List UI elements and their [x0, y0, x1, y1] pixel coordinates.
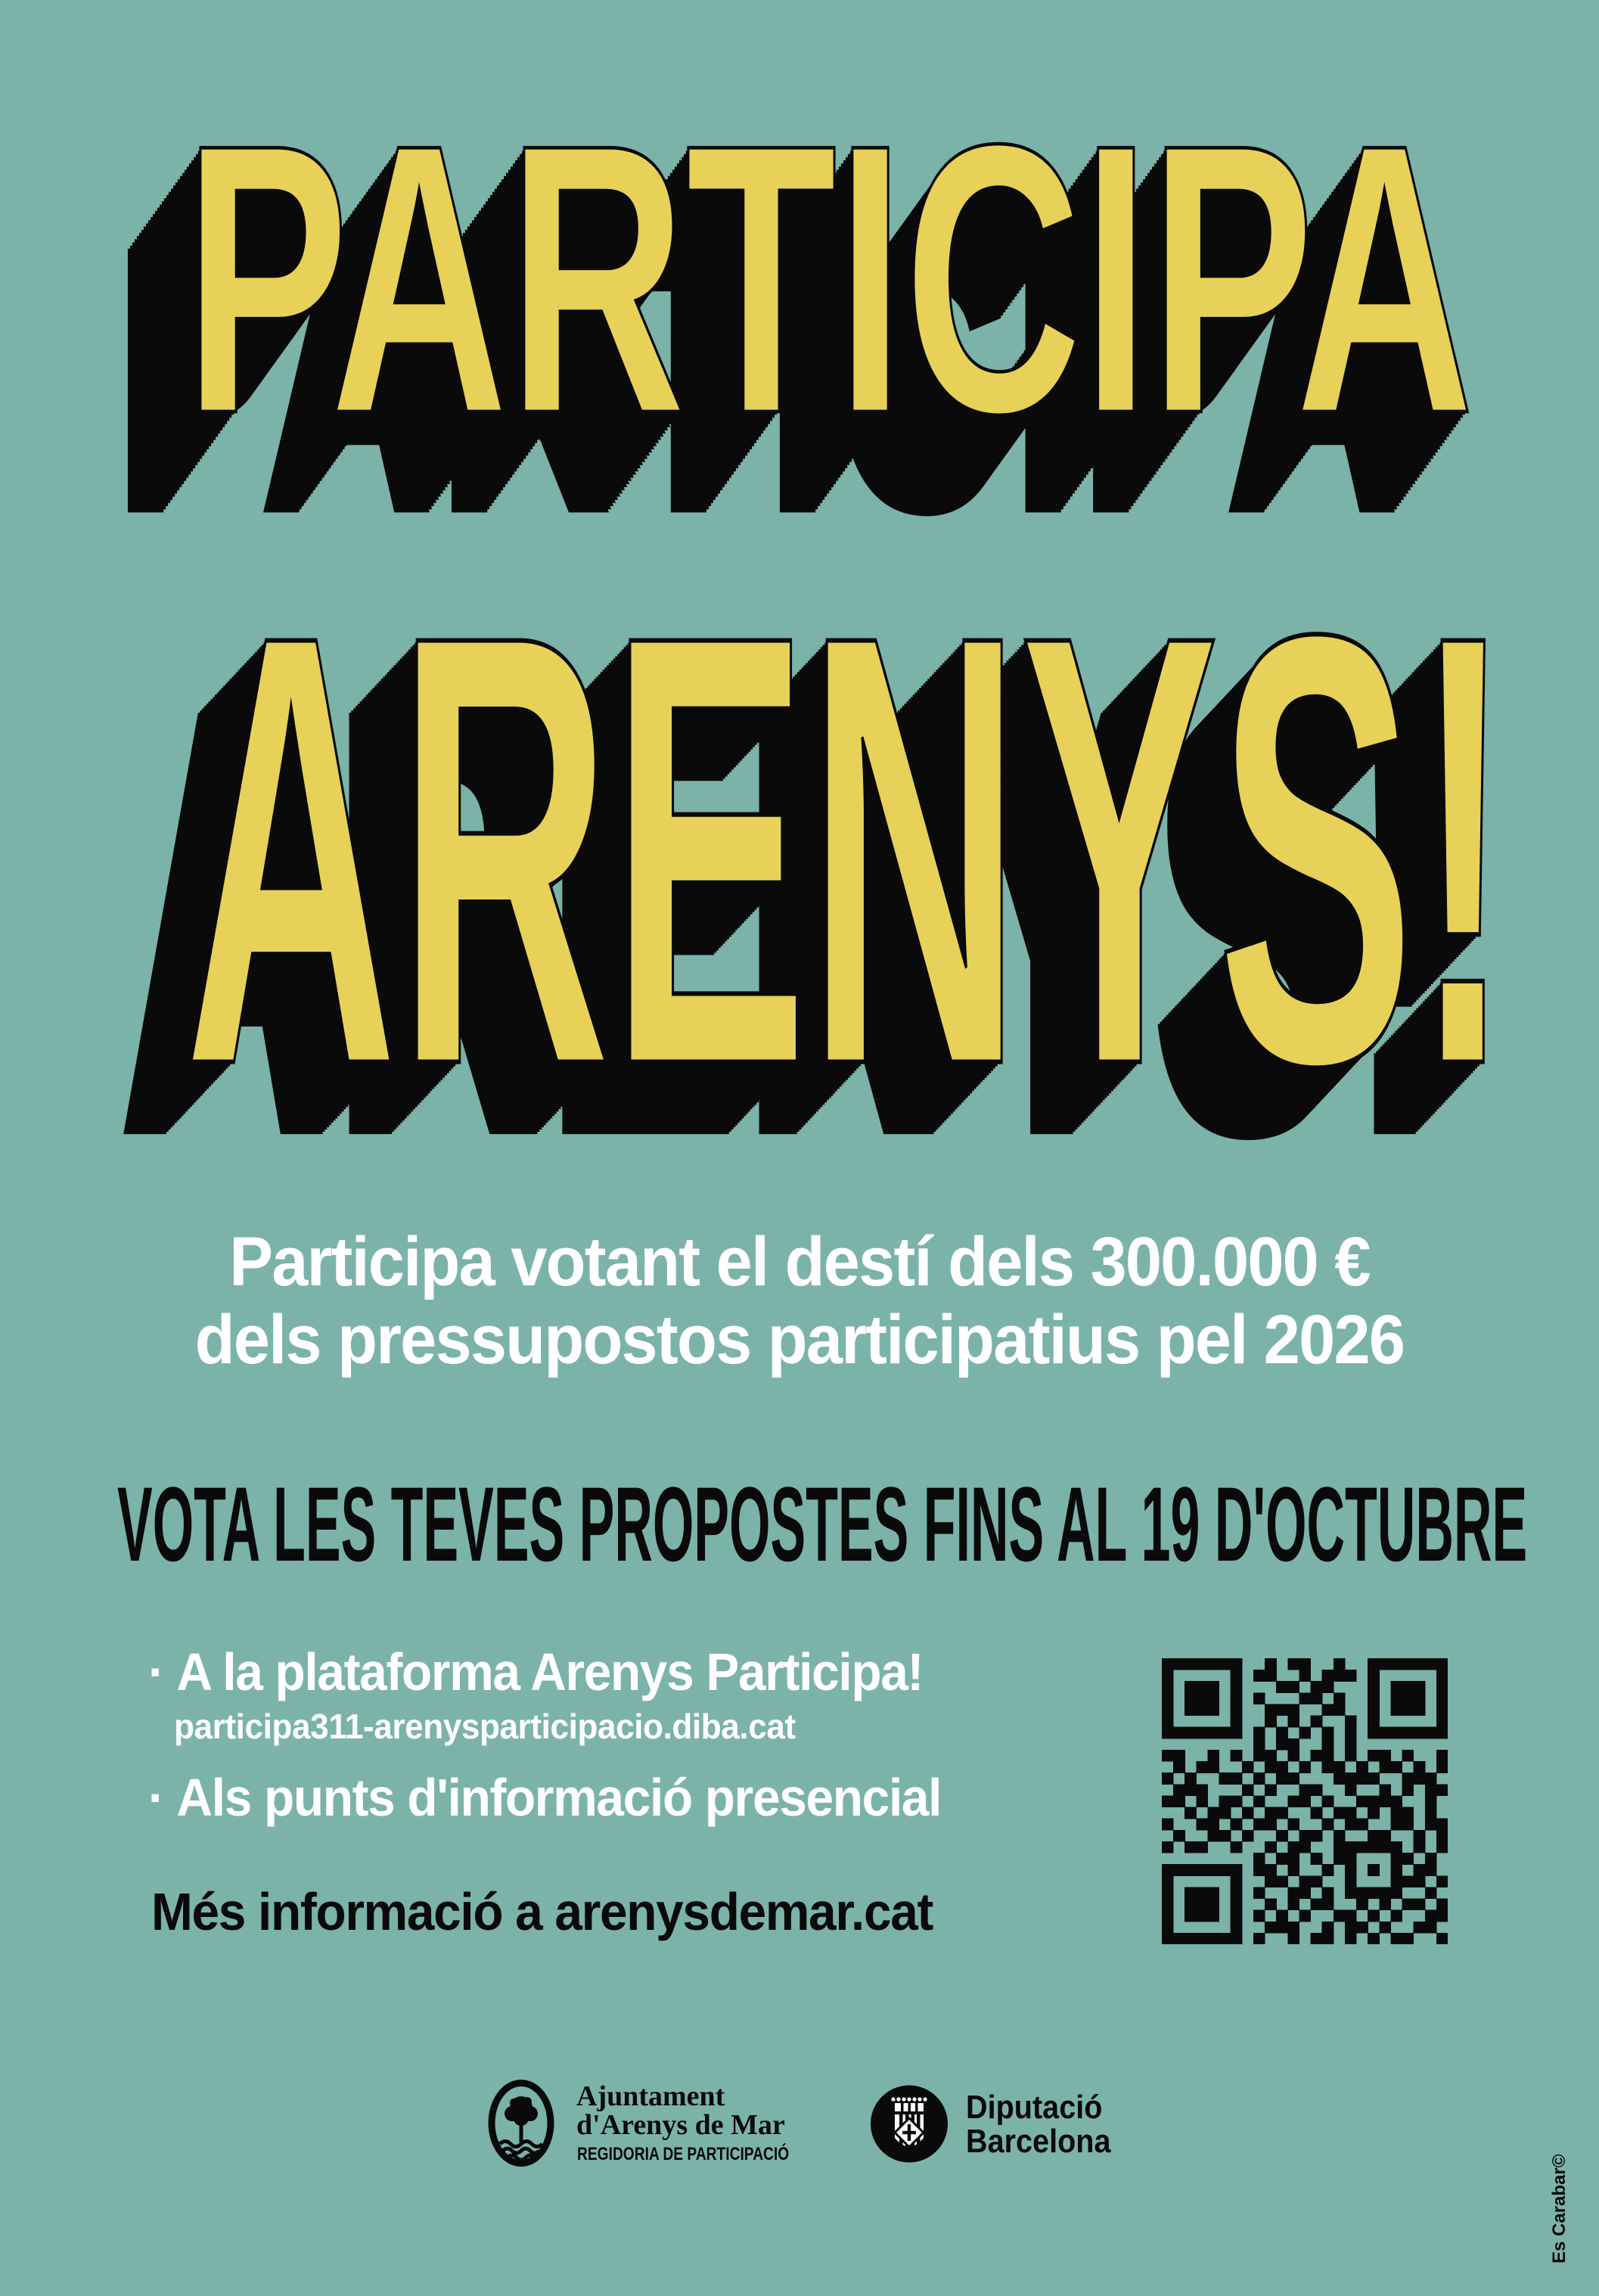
diputacio-emblem-icon: [870, 2085, 949, 2163]
title-participa-text: PARTICIPA: [184, 64, 1473, 494]
title-arenys: [184, 508, 1511, 1193]
ajuntament-line2: d'Arenys de Mar: [576, 2109, 785, 2141]
qr-code: [1162, 1658, 1448, 1944]
bullet-dot-icon: ·: [148, 1642, 164, 1701]
subtitle-line2: dels pressupostos participatius pel 2026: [194, 1301, 1405, 1378]
diputacio-line2: Barcelona: [966, 2123, 1111, 2160]
ajuntament-line1: Ajuntament: [576, 2080, 725, 2112]
diputacio-logo-text: [966, 2090, 1110, 2158]
title-arenys-text: ARENYS!: [184, 508, 1511, 1193]
diputacio-line1: Diputació: [966, 2089, 1103, 2126]
subtitle: [48, 1223, 1551, 1379]
bullet-platform-url: participa311-arenysparticipacio.diba.cat: [174, 1707, 796, 1746]
bullet-inperson: [148, 1768, 942, 1827]
ajuntament-crest-icon: [488, 2079, 554, 2167]
bullet-dot-icon: ·: [148, 1768, 164, 1827]
more-info: Més informació a arenysdemar.cat: [151, 1882, 933, 1941]
ajuntament-department: REGIDORIA DE PARTICIPACIÓ: [577, 2144, 790, 2164]
credit-vertical: Es Carabar©: [1549, 2154, 1570, 2263]
subtitle-line1: Participa votant el destí dels 300.000 €: [229, 1223, 1370, 1300]
bullet-platform: [148, 1642, 924, 1701]
deadline-headline: [117, 1465, 1528, 1583]
title-participa: [184, 64, 1473, 494]
ajuntament-logo-text: [576, 2082, 785, 2139]
bullet-inperson-label: Als punts d'informació presencial: [176, 1768, 942, 1827]
deadline-headline-text: VOTA LES TEVES PROPOSTES FINS AL 19 D'OCTUBRE: [117, 1465, 1528, 1583]
bullet-platform-label: A la plataforma Arenys Participa!: [176, 1642, 924, 1701]
